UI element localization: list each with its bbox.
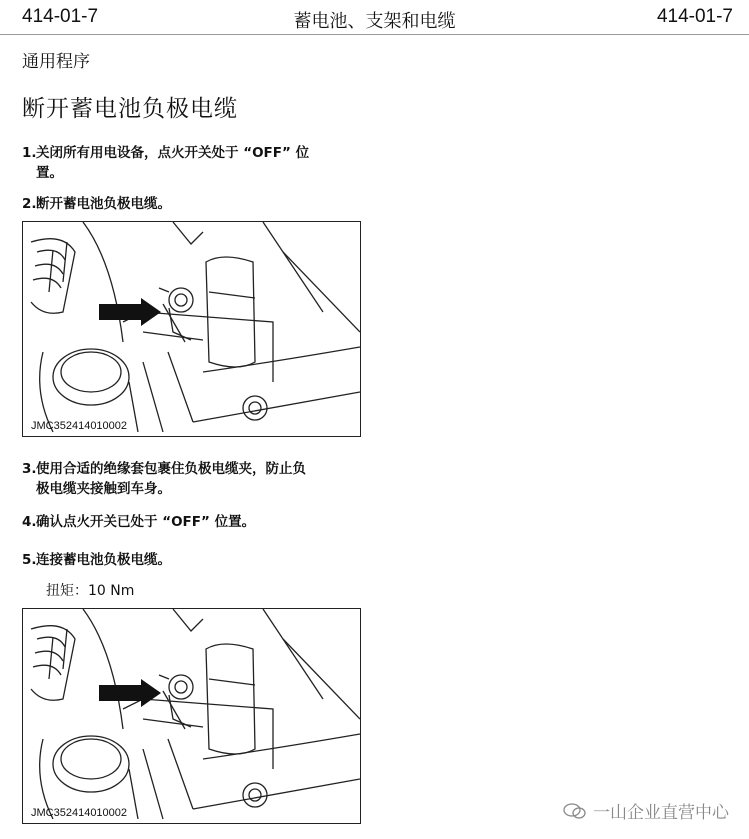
figure-battery-disconnect <box>22 221 361 437</box>
step-text: 使用合适的绝缘套包裹住负极电缆夹，防止负 <box>36 461 306 477</box>
watermark <box>563 798 729 823</box>
header-title: 蓄电池、支架和电缆 <box>293 11 456 31</box>
figure-code: JMC352414010002 <box>31 420 128 432</box>
battery-illustration <box>23 222 360 436</box>
step-text: 连接蓄电池负极电缆。 <box>36 552 171 568</box>
page-code-right: 414-01-7 <box>656 6 733 27</box>
step-text: 确认点火开关已处于 “OFF” 位置。 <box>36 514 256 530</box>
page-code-left: 414-01-7 <box>22 6 99 27</box>
step-text: 关闭所有用电设备，点火开关处于 “OFF” 位 <box>36 145 310 161</box>
step-number: 5. <box>22 552 37 568</box>
wechat-icon <box>563 802 587 820</box>
step-text-cont: 极电缆夹接触到车身。 <box>36 481 171 497</box>
pointer-arrow-icon <box>99 679 161 707</box>
watermark-text: 一山企业直营中心 <box>593 803 729 823</box>
step-number: 4. <box>22 514 37 530</box>
figure-code: JMC352414010002 <box>31 807 128 819</box>
step-number: 3. <box>22 461 37 477</box>
step-3 <box>22 459 306 499</box>
step-2 <box>22 194 171 214</box>
page-header <box>0 0 749 35</box>
procedure-title: 断开蓄电池负极电缆 <box>22 96 238 122</box>
step-text: 断开蓄电池负极电缆。 <box>36 196 171 212</box>
step-5 <box>22 550 171 570</box>
figure-battery-connect <box>22 608 361 824</box>
step-number: 1. <box>22 145 37 161</box>
step-1 <box>22 143 309 183</box>
step-number: 2. <box>22 196 37 212</box>
step-4 <box>22 512 255 532</box>
torque-spec: 扭矩：10 Nm <box>46 583 135 599</box>
battery-illustration <box>23 609 360 823</box>
section-label: 通用程序 <box>22 52 90 72</box>
pointer-arrow-icon <box>99 298 161 326</box>
step-text-cont: 置。 <box>36 165 63 181</box>
